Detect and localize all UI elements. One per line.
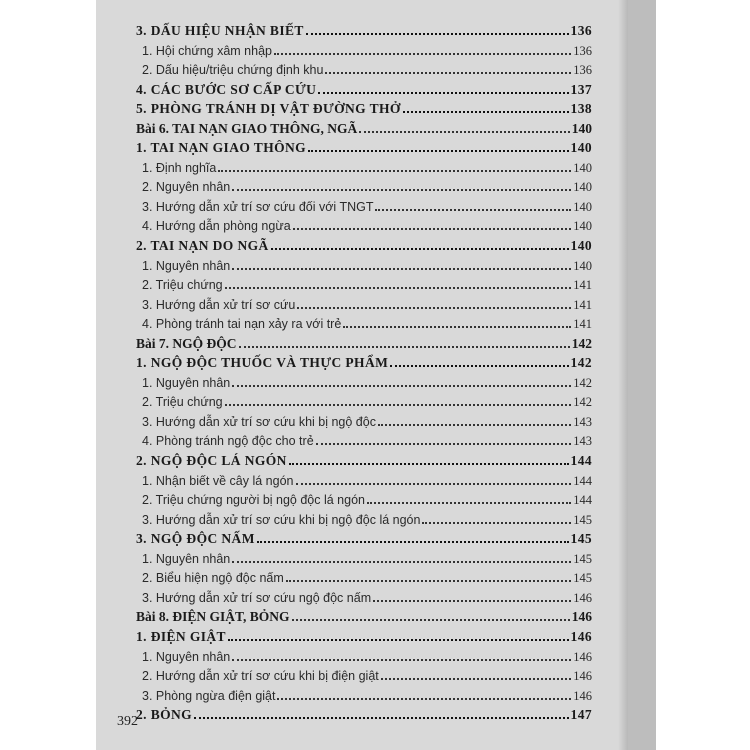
toc-entry: [136, 412, 592, 432]
toc-entry-page: 138: [570, 101, 592, 117]
dot-leader: [218, 158, 571, 172]
dot-leader: [308, 138, 568, 152]
toc-entry: [136, 647, 592, 667]
dot-leader: [325, 60, 571, 74]
toc-entry: [136, 549, 592, 569]
dot-leader: [292, 607, 570, 621]
dot-leader: [225, 275, 572, 289]
toc-entry-title: 1. NGỘ ĐỘC THUỐC VÀ THỰC PHẨM: [136, 355, 389, 371]
toc-entry: [136, 216, 592, 236]
dot-leader: [225, 392, 572, 406]
toc-entry: [136, 158, 592, 178]
toc-entry-title: 3. Hướng dẫn xử trí sơ cứu khi bị ngộ độc lá ngón: [142, 512, 421, 527]
toc-entry: [136, 666, 592, 686]
toc-entry-page: 146: [573, 669, 592, 684]
table-of-contents: [136, 21, 592, 725]
toc-entry-title: 3. Hướng dẫn xử trí sơ cứu ngộ độc nấm: [142, 590, 372, 605]
toc-entry-page: 146: [571, 609, 592, 625]
toc-entry-page: 145: [570, 531, 592, 547]
toc-entry-page: 144: [573, 493, 592, 508]
dot-leader: [232, 177, 571, 191]
toc-entry-page: 142: [571, 335, 592, 351]
toc-entry: [136, 99, 592, 119]
toc-entry: [136, 80, 592, 100]
toc-entry-page: 142: [573, 375, 592, 390]
dot-leader: [343, 314, 571, 328]
toc-entry-page: 145: [573, 551, 592, 566]
dot-leader: [289, 451, 569, 465]
toc-entry-page: 141: [573, 297, 592, 312]
toc-entry-title: Bài 8. ĐIỆN GIẬT, BỎNG: [136, 609, 290, 625]
toc-entry-page: 144: [570, 453, 592, 469]
toc-entry-title: 2. Triệu chứng: [142, 395, 223, 410]
toc-entry-page: 141: [573, 317, 592, 332]
toc-entry-title: 1. Nguyên nhân: [142, 258, 231, 273]
toc-entry-page: 137: [570, 81, 592, 97]
book-gutter: [628, 0, 656, 750]
toc-entry-page: 140: [570, 140, 592, 156]
dot-leader: [306, 21, 569, 35]
dot-leader: [228, 627, 569, 641]
toc-entry-title: 3. NGỘ ĐỘC NẤM: [136, 531, 255, 547]
toc-entry: [136, 392, 592, 412]
toc-entry: [136, 256, 592, 276]
toc-entry: [136, 510, 592, 530]
toc-entry: [136, 295, 592, 315]
toc-entry-title: 1. ĐIỆN GIẬT: [136, 628, 226, 644]
toc-entry-title: 4. CÁC BƯỚC SƠ CẤP CỨU: [136, 81, 317, 97]
toc-entry: [136, 60, 592, 80]
toc-entry: [136, 529, 592, 549]
toc-entry: [136, 588, 592, 608]
toc-entry-page: 146: [573, 590, 592, 605]
toc-entry: [136, 275, 592, 295]
dot-leader: [381, 666, 572, 680]
toc-entry: [136, 119, 592, 139]
toc-entry: [136, 21, 592, 41]
toc-entry: [136, 177, 592, 197]
toc-entry: [136, 627, 592, 647]
toc-entry: [136, 353, 592, 373]
toc-entry-page: 140: [573, 160, 592, 175]
toc-entry-title: 3. Hướng dẫn xử trí sơ cứu: [142, 297, 296, 312]
toc-entry: [136, 568, 592, 588]
page-number: 392: [117, 714, 138, 729]
dot-leader: [296, 471, 572, 485]
toc-entry: [136, 373, 592, 393]
toc-entry-page: 136: [573, 43, 592, 58]
toc-entry: [136, 138, 592, 158]
toc-entry-page: 143: [573, 414, 592, 429]
toc-entry-page: 147: [570, 707, 592, 723]
toc-entry-title: 2. Dấu hiệu/triệu chứng định khu: [142, 63, 324, 78]
toc-entry-title: Bài 7. NGỘ ĐỘC: [136, 335, 237, 351]
dot-leader: [232, 647, 571, 661]
toc-entry-title: 3. Phòng ngừa điện giật: [142, 688, 276, 703]
toc-entry-page: 145: [573, 571, 592, 586]
toc-entry-page: 146: [573, 688, 592, 703]
toc-entry-title: 1. Hội chứng xâm nhập: [142, 43, 272, 58]
toc-entry-page: 136: [573, 63, 592, 78]
toc-entry-title: Bài 6. TAI NẠN GIAO THÔNG, NGÃ: [136, 120, 358, 136]
dot-leader: [367, 490, 571, 504]
toc-entry: [136, 431, 592, 451]
toc-entry-title: 1. Nhận biết về cây lá ngón: [142, 473, 294, 488]
toc-entry-title: 1. Nguyên nhân: [142, 375, 231, 390]
toc-entry: [136, 197, 592, 217]
toc-entry-page: 140: [571, 120, 592, 136]
toc-entry-page: 140: [573, 199, 592, 214]
toc-entry: [136, 334, 592, 354]
toc-entry-title: 1. Định nghĩa: [142, 160, 217, 175]
toc-entry-page: 145: [573, 512, 592, 527]
dot-leader: [194, 705, 568, 719]
dot-leader: [277, 686, 571, 700]
toc-entry-title: 3. Hướng dẫn xử trí sơ cứu khi bị ngộ độc: [142, 414, 376, 429]
toc-entry-page: 140: [573, 180, 592, 195]
toc-entry-title: 4. Phòng tránh ngộ độc cho trẻ: [142, 434, 314, 449]
toc-entry-page: 142: [573, 395, 592, 410]
toc-entry-page: 142: [570, 355, 592, 371]
toc-entry-page: 140: [570, 238, 592, 254]
dot-leader: [318, 80, 568, 94]
toc-entry: [136, 686, 592, 706]
dot-leader: [373, 588, 571, 602]
dot-leader: [232, 373, 571, 387]
toc-entry-title: 2. Hướng dẫn xử trí sơ cứu khi bị điện giật: [142, 669, 379, 684]
toc-entry: [136, 314, 592, 334]
toc-entry-title: 3. DẤU HIỆU NHẬN BIẾT: [136, 23, 304, 38]
toc-entry-title: 2. BỎNG: [136, 707, 193, 723]
toc-entry-page: 144: [573, 473, 592, 488]
toc-entry-title: 2. Triệu chứng: [142, 278, 223, 293]
dot-leader: [297, 295, 571, 309]
dot-leader: [422, 510, 571, 524]
dot-leader: [403, 99, 569, 113]
toc-entry: [136, 471, 592, 491]
dot-leader: [359, 119, 569, 133]
dot-leader: [239, 334, 570, 348]
toc-entry-title: 2. Nguyên nhân: [142, 180, 231, 195]
toc-entry-page: 140: [573, 258, 592, 273]
toc-entry-title: 5. PHÒNG TRÁNH DỊ VẬT ĐƯỜNG THỞ: [136, 101, 401, 117]
toc-entry-title: 2. NGỘ ĐỘC LÁ NGÓN: [136, 453, 287, 469]
toc-entry: [136, 490, 592, 510]
toc-entry-title: 1. Nguyên nhân: [142, 649, 231, 664]
toc-entry-page: 136: [570, 23, 592, 38]
toc-entry-page: 146: [570, 628, 592, 644]
toc-entry-title: 2. Triệu chứng người bị ngộ độc lá ngón: [142, 493, 365, 508]
toc-entry-title: 3. Hướng dẫn xử trí sơ cứu đối với TNGT: [142, 199, 374, 214]
toc-entry-page: 140: [573, 219, 592, 234]
dot-leader: [274, 41, 571, 55]
dot-leader: [286, 568, 571, 582]
toc-entry-title: 1. TAI NẠN GIAO THÔNG: [136, 140, 307, 156]
toc-entry: [136, 451, 592, 471]
dot-leader: [271, 236, 569, 250]
toc-entry: [136, 41, 592, 61]
dot-leader: [257, 529, 569, 543]
dot-leader: [378, 412, 571, 426]
dot-leader: [232, 549, 571, 563]
dot-leader: [390, 353, 568, 367]
toc-entry-title: 1. Nguyên nhân: [142, 551, 231, 566]
dot-leader: [316, 431, 572, 445]
toc-entry-page: 141: [573, 278, 592, 293]
dot-leader: [375, 197, 571, 211]
toc-entry: [136, 607, 592, 627]
toc-entry-title: 2. Biểu hiện ngộ độc nấm: [142, 571, 284, 586]
toc-entry-title: 4. Hướng dẫn phòng ngừa: [142, 219, 291, 234]
toc-entry: [136, 236, 592, 256]
toc-entry: [136, 705, 592, 725]
toc-entry-page: 143: [573, 434, 592, 449]
toc-entry-page: 146: [573, 649, 592, 664]
dot-leader: [232, 256, 571, 270]
toc-entry-title: 4. Phòng tránh tai nạn xảy ra với trẻ: [142, 317, 342, 332]
toc-entry-title: 2. TAI NẠN DO NGÃ: [136, 238, 269, 254]
dot-leader: [293, 216, 572, 230]
